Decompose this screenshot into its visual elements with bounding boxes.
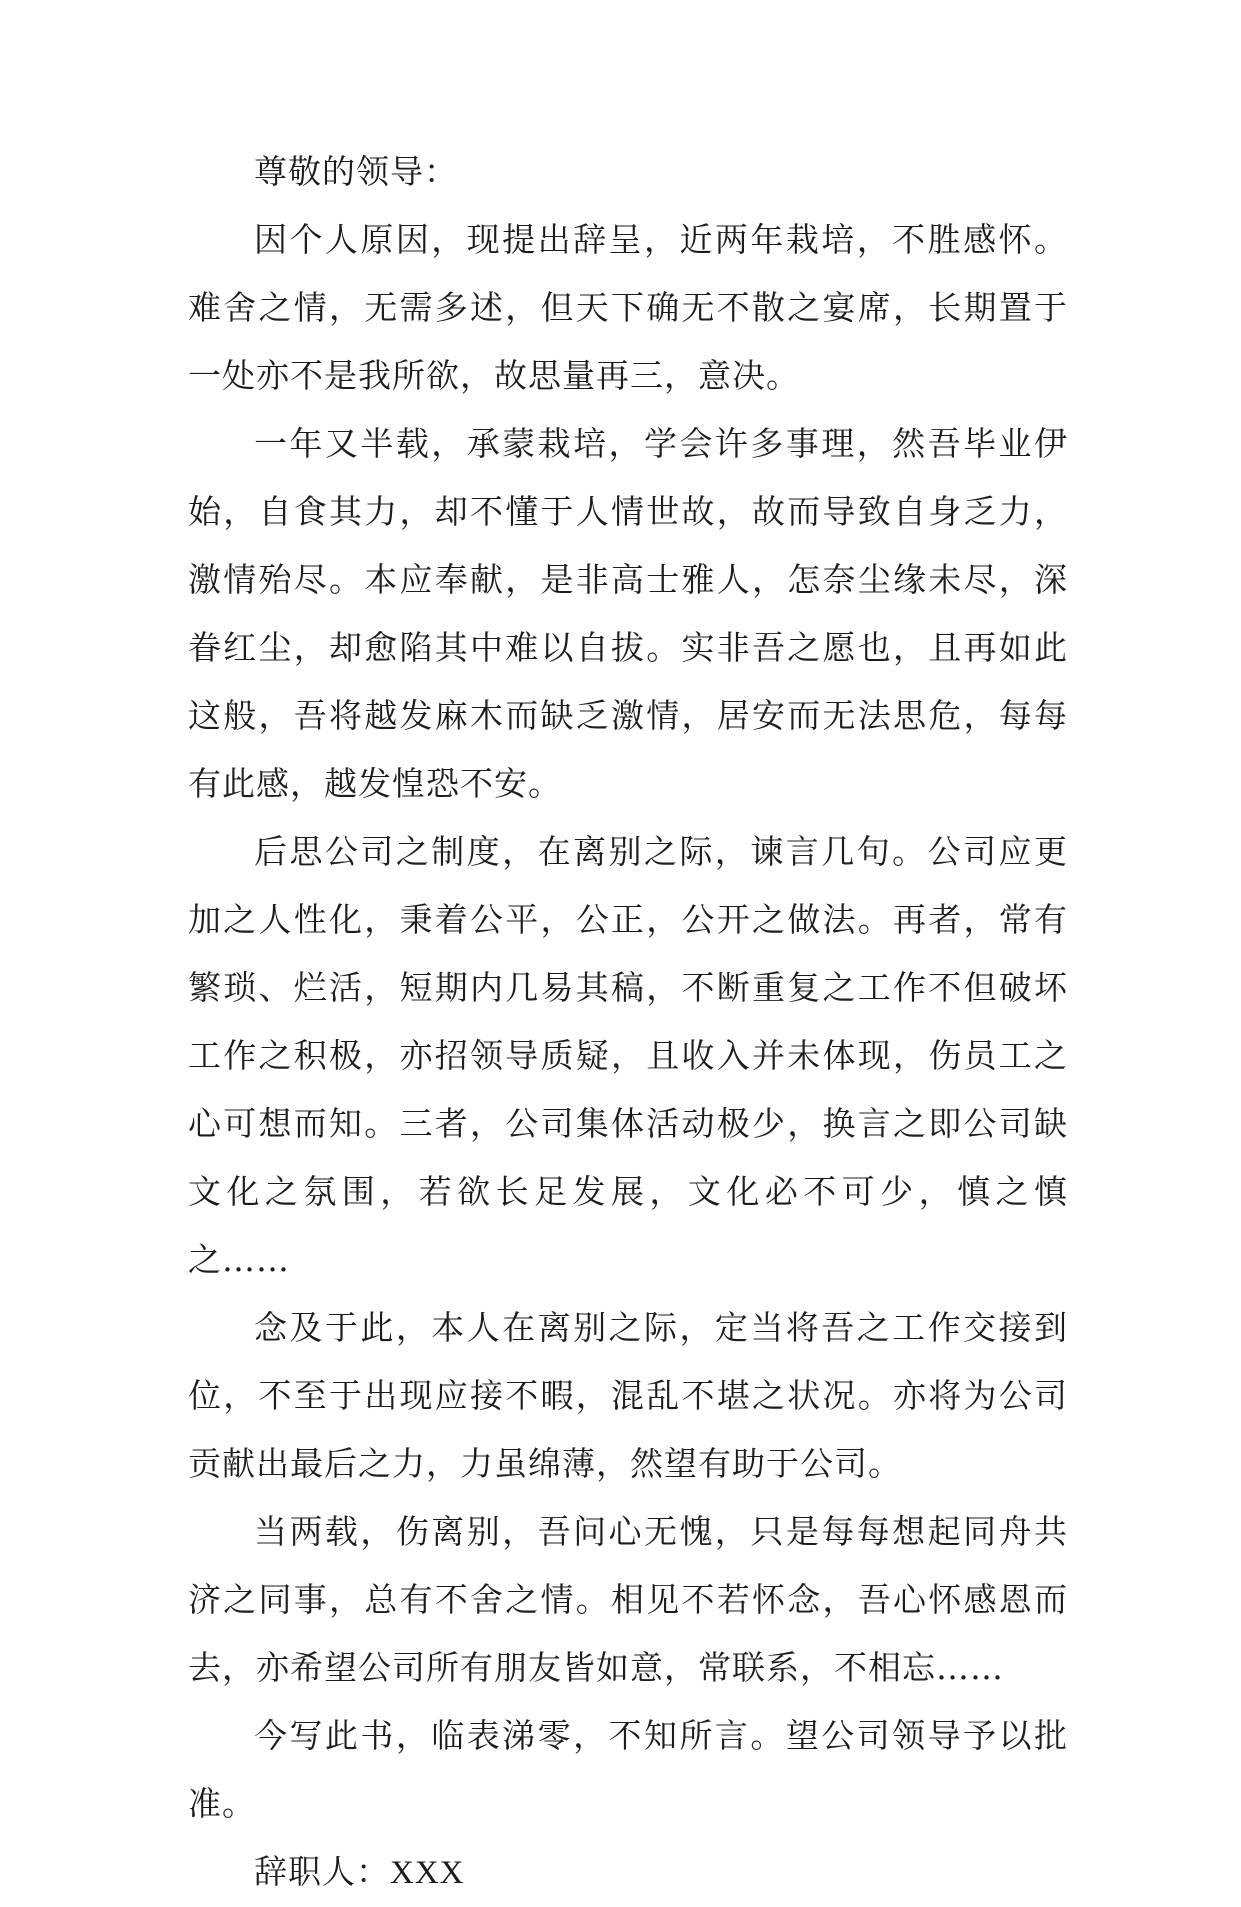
paragraph-farewell: 当两载，伤离别，吾问心无愧，只是每每想起同舟共济之同事，总有不舍之情。相见不若怀念，吾心怀感恩而去，亦希望公司所有朋友皆如意，常联系，不相忘……: [188, 1512, 1068, 1687]
signature-label: 辞职人：: [254, 1852, 390, 1891]
signature-line: [188, 1838, 1068, 1907]
paragraph-handover: 念及于此，本人在离别之际，定当将吾之工作交接到位，不至于出现应接不暇，混乱不堪之状况。亦将为公司贡献出最后之力，力虽绵薄，然望有助于公司。: [188, 1308, 1068, 1483]
paragraph-reason: 因个人原因，现提出辞呈，近两年栽培，不胜感怀。难舍之情，无需多述，但天下确无不散之宴席，长期置于一处亦不是我所欲，故思量再三，意决。: [188, 220, 1068, 395]
paragraph-reflection: 一年又半载，承蒙栽培，学会许多事理，然吾毕业伊始，自食其力，却不懂于人情世故，故而导致自身乏力，激情殆尽。本应奉献，是非高士雅人，怎奈尘缘未尽，深眷红尘，却愈陷其中难以自拔。实非吾之愿也，且再如此这般，吾将越发麻木而缺乏激情，居安而无法思危，每每有此感，越发惶恐不安。: [188, 424, 1068, 803]
signature-name: XXX: [390, 1855, 465, 1891]
paragraph-request: 今写此书，临表涕零，不知所言。望公司领导予以批准。: [188, 1716, 1068, 1823]
resignation-letter: [188, 138, 1068, 1907]
paragraph-suggestions: 后思公司之制度，在离别之际，谏言几句。公司应更加之人性化，秉着公平，公正，公开之做法。再者，常有繁琐、烂活，短期内几易其稿，不断重复之工作不但破坏工作之积极，亦招领导质疑，且收入并未体现，伤员工之心可想而知。三者，公司集体活动极少，换言之即公司缺文化之氛围，若欲长足发展，文化必不可少，慎之慎之……: [188, 832, 1068, 1279]
salutation: 尊敬的领导：: [254, 152, 458, 191]
